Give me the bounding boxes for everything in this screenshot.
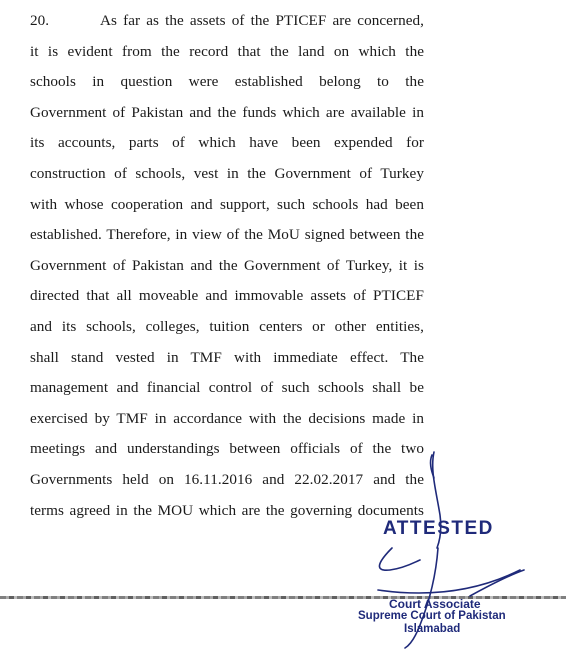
paragraph-line: its accounts, parts of which have been expended for (30, 134, 424, 152)
stamp-title: Court Associate (389, 597, 481, 611)
paragraph-line: established. Therefore, in view of the MoU signed between the (30, 226, 424, 244)
stamp-city: Islamabad (404, 623, 461, 635)
paragraph-line: it is evident from the record that the land on which the (30, 42, 424, 60)
paragraph-number: 20. (30, 12, 50, 29)
paragraph-line: terms agreed in the MOU which are the governing documents (30, 501, 424, 519)
paragraph-line: shall stand vested in TMF with immediate effect. The (30, 348, 424, 366)
paragraph-line: meetings and understandings between officials of the two (30, 440, 424, 458)
paragraph-line: Governments held on 16.11.2016 and 22.02.2017 and the (30, 470, 424, 488)
paragraph-line: management and financial control of such schools shall be (30, 379, 424, 397)
paragraph-line: schools in question were established belong to the (30, 73, 424, 91)
paragraph-line: with whose cooperation and support, such schools had been (30, 195, 424, 213)
paragraph-line-text: As far as the assets of the PTICEF are concerned, (100, 12, 424, 29)
paragraph-line: Government of Pakistan and the Government of Turkey, it is (30, 256, 424, 274)
attested-stamp: ATTESTED (383, 518, 494, 539)
paragraph-line: construction of schools, vest in the Government of Turkey (30, 164, 424, 182)
paragraph-line: Government of Pakistan and the funds which are available in (30, 103, 424, 121)
paragraph-line: and its schools, colleges, tuition centers or other entities, (30, 317, 424, 335)
paragraph-line: exercised by TMF in accordance with the decisions made in (30, 409, 424, 427)
paragraph-line: directed that all moveable and immovable assets of PTICEF (30, 287, 424, 305)
stamp-court: Supreme Court of Pakistan (358, 610, 506, 622)
